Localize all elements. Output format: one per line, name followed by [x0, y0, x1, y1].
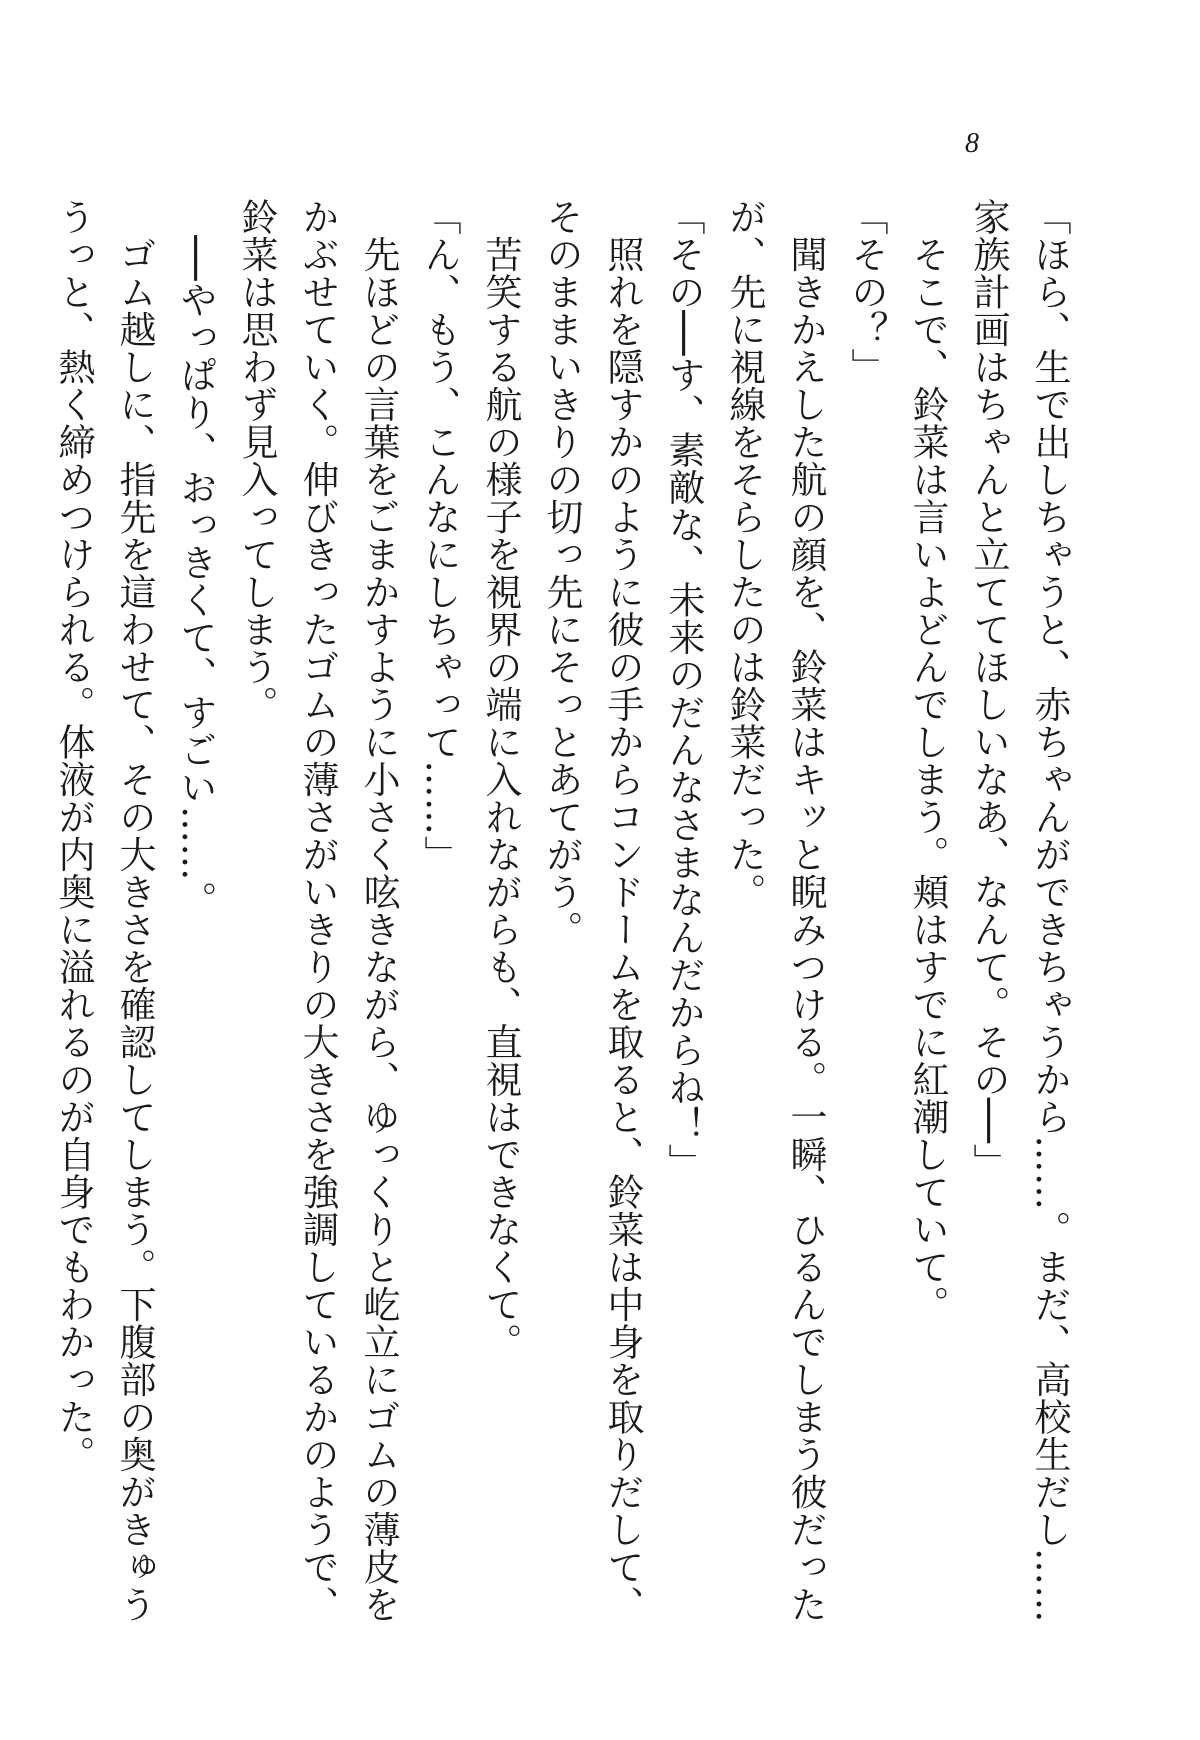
text-line: 家族計画はちゃんと立ててほしいなあ、なんて。その──」	[967, 198, 1010, 1182]
text-line: 「ん、もう、こんなにしちゃって……」	[418, 198, 461, 873]
text-line: そこで、鈴菜は言いよどんでしまう。頬はすでに紅潮していて。	[906, 198, 949, 1323]
text-line: 聞きかえした航の顔を、鈴菜はキッと睨みつける。一瞬、ひるんでしまう彼だった	[784, 198, 827, 1623]
text-line: が、先に視線をそらしたのは鈴菜だった。	[723, 198, 766, 911]
vertical-text-body	[52, 198, 1080, 1623]
text-line: 「その？」	[845, 198, 888, 386]
text-line: ゴム越しに、指先を這わせて、その大きさを確認してしまう。下腹部の奥がきゅう	[113, 198, 156, 1623]
text-line: かぶせていく。伸びきったゴムの薄さがいきりの大きさを強調しているかのようで、	[296, 198, 339, 1623]
text-line: ──やっぱり、おっきくて、すごい……。	[174, 198, 217, 919]
text-line: 「その──す、素敵な、未来のだんなさまなんだからね！」	[662, 198, 705, 1182]
text-line: 先ほどの言葉をごまかすように小さく呟きながら、ゆっくりと屹立にゴムの薄皮を	[357, 198, 400, 1623]
page-number: 8	[965, 128, 979, 159]
text-line: うっと、熱く締めつけられる。体液が内奥に溢れるのが自身でもわかった。	[52, 198, 95, 1473]
text-line: 鈴菜は思わず見入ってしまう。	[235, 198, 278, 723]
text-line: 「ほら、生で出しちゃうと、赤ちゃんができちゃうから……。まだ、高校生だし……	[1028, 198, 1071, 1623]
text-line: 苦笑する航の様子を視界の端に入れながらも、直視はできなくて。	[479, 198, 522, 1361]
text-line: そのままいきりの切っ先にそっとあてがう。	[540, 198, 583, 948]
text-line: 照れを隠すかのように彼の手からコンドームを取ると、鈴菜は中身を取りだして、	[601, 198, 644, 1623]
